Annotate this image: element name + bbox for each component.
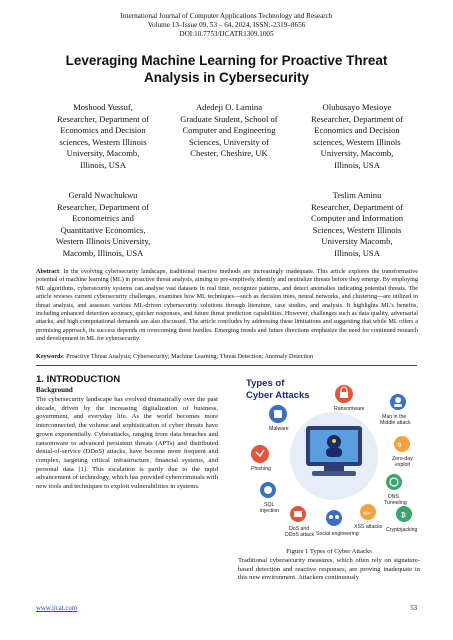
journal-doi: DOI:10.7753/IJCATR1309.1005 xyxy=(179,30,274,38)
abstract-label: Abstract xyxy=(36,268,60,275)
label-dns-1: DNS xyxy=(388,494,399,500)
author-line: Moshood Yussuf, xyxy=(73,102,133,112)
author-line: Quantitative Economics, xyxy=(60,224,146,235)
label-xss: XSS attacks xyxy=(354,524,383,530)
cryptojacking-icon xyxy=(396,506,412,522)
author-line: Illinois, USA xyxy=(334,247,380,258)
author-line: Western Illinois University, xyxy=(55,236,151,247)
author-line: Adedeji O. Lamina xyxy=(195,102,263,112)
abstract-text: : In the evolving cybersecurity landscape, traditional reactive methods are increasingly inadequate. This article explores the transformative potential of machine learning (ML) in proactive threat analysis, aiming to pre-emptively identify and neutralize threats before they emerge. By employing ML algorithms, cybersecurity systems can analyse vast datasets in real time, recognize patterns, and detect anomalies indicating potential threats. The article reviews current cybersecurity challenges, examines how ML techniques—such as decision trees, neural networks, and clustering—are utilized in threat analysis, and assesses various ML-driven cybersecurity solutions through literature, case studies, and analysis. It highlights ML's benefits, including enhanced detection accuracy, quicker responses, and future threat prediction capabilities. However, challenges such as data quality, adversarial attacks, and high computational demands are also discussed. The article concludes by addressing these limitations and suggesting that while ML offers a promising approach, its success depends on overcoming these hurdles. Emerging trends and future directions emphasize the need for continued research and development in ML for cybersecurity. xyxy=(36,268,418,343)
svg-text:</>: </> xyxy=(363,511,371,517)
label-zeroday-2: exploit xyxy=(395,462,410,468)
author-line: Graduate Student, School of xyxy=(180,113,278,124)
author-line: Teslim Aminu xyxy=(332,190,382,200)
author-mesioye xyxy=(292,102,422,172)
author-yussuf xyxy=(38,102,168,172)
cyber-attacks-figure xyxy=(238,372,420,544)
label-dos-1: DoS and xyxy=(289,526,310,532)
social-engineering-icon xyxy=(326,510,342,526)
label-malware: Malware xyxy=(269,426,289,432)
keywords-label: Keywords xyxy=(36,353,63,360)
author-line: Econometrics and xyxy=(72,213,134,224)
intro-paragraph: The cybersecurity landscape has evolved dramatically over the past decade, driven by the increasing digitalization of business, government, and everyday life. As the world becomes more interconnected, the volume and sophistication of cyber threats have grown exponentially. Cyberattacks, ranging from data breaches and ransomware to advanced persistent threats (APTs) and distributed denial-of-service (DDoS) attacks, have become more frequent and complex, targeting critical infrastructure, financial systems, and personal data [1]. This escalation is partly due to the rapid advancement of technology, which has provided cybercriminals with new tools and techniques to exploit vulnerabilities in systems. xyxy=(36,396,218,491)
label-mitm-2: Middle attack xyxy=(380,420,411,426)
author-line: Researcher, Department of xyxy=(57,113,149,124)
author-line: Illinois, USA xyxy=(80,159,126,170)
author-line: University Macomb, xyxy=(321,236,393,247)
author-line: Macomb, Illinois, USA xyxy=(62,247,144,258)
right-column-paragraph: Traditional cybersecurity measures, which often rely on signature-based detection and reactive responses, are proving inadequate in this new environment. Attackers continuously xyxy=(238,557,420,582)
figure-caption: Figure 1 Types of Cyber Attacks xyxy=(286,548,372,555)
label-social: Social engineering xyxy=(316,531,359,537)
svg-text:0: 0 xyxy=(398,443,402,449)
svg-text:₿: ₿ xyxy=(401,513,406,519)
author-line: Chester, Cheshire, UK xyxy=(190,148,268,159)
author-line: Computer and Engineering xyxy=(182,125,276,136)
zero-day-icon xyxy=(394,436,410,452)
subsection-heading: Background xyxy=(36,386,73,394)
label-ransomware: Ransomware xyxy=(334,406,365,412)
phishing-icon xyxy=(251,445,269,463)
journal-header xyxy=(0,12,453,39)
sql-injection-icon xyxy=(260,482,276,498)
cyber-attacks-illustration xyxy=(238,372,420,544)
page-number: 53 xyxy=(410,605,417,612)
author-line: University, Macomb, xyxy=(66,148,140,159)
section-heading: 1. INTRODUCTION xyxy=(36,374,121,385)
keywords-text: : Proactive Threat Analysis; Cybersecurity; Machine Learning; Threat Detection; Anomaly Detection xyxy=(62,353,314,360)
author-line: sciences, Western Illinois xyxy=(313,136,401,147)
author-aminu xyxy=(292,190,422,260)
author-line: Researcher, Department of xyxy=(311,113,403,124)
malware-icon xyxy=(269,405,287,423)
figure-title-line1: Types of xyxy=(246,378,285,389)
ransomware-icon xyxy=(335,385,353,403)
author-line: Sciences, Western Illinois xyxy=(312,224,402,235)
author-line: Economics and Decision xyxy=(60,125,146,136)
author-line: Gerald Nwachukwu xyxy=(68,190,138,200)
section-divider xyxy=(36,365,417,366)
dns-tunneling-icon xyxy=(386,474,402,490)
author-line: Sciences, University of xyxy=(189,136,269,147)
author-line: Researcher, Department of xyxy=(311,201,403,212)
label-zeroday-1: Zero-day xyxy=(392,456,413,462)
man-in-the-middle-icon xyxy=(390,394,406,410)
dos-ddos-icon xyxy=(290,506,306,522)
author-line: Olubusayo Mesioye xyxy=(322,102,392,112)
label-mitm-1: Man in the xyxy=(382,414,407,420)
figure-title-line2: Cyber Attacks xyxy=(246,390,310,401)
label-phishing: Phishing xyxy=(251,466,271,472)
author-line: sciences, Western Illinois xyxy=(59,136,147,147)
author-line: Illinois, USA xyxy=(334,159,380,170)
label-dns-2: Tunneling xyxy=(384,500,407,506)
abstract xyxy=(36,268,418,344)
keywords xyxy=(36,353,418,361)
author-line: Researcher, Department of xyxy=(57,201,149,212)
journal-website-link[interactable]: www.ijcat.com xyxy=(36,605,78,612)
label-dos-2: DDoS attack xyxy=(285,532,315,538)
xss-attacks-icon xyxy=(360,504,376,520)
author-lamina xyxy=(164,102,294,160)
author-nwachukwu xyxy=(38,190,168,260)
author-line: University, Macomb, xyxy=(320,148,394,159)
paper-title: Leveraging Machine Learning for Proactive Threat Analysis in Cybersecurity xyxy=(65,53,388,85)
journal-volume: Volume 13–Issue 09, 53 – 64, 2024, ISSN:-2319–8656 xyxy=(147,21,306,29)
journal-name: International Journal of Computer Applications Technology and Research xyxy=(120,12,333,20)
label-crypto: Cryptojacking xyxy=(386,527,418,533)
label-sql-2: injection xyxy=(260,508,280,514)
author-line: Economics and Decision xyxy=(314,125,400,136)
author-line: Computer and Information xyxy=(310,213,404,224)
label-sql-1: SQL xyxy=(264,502,275,508)
